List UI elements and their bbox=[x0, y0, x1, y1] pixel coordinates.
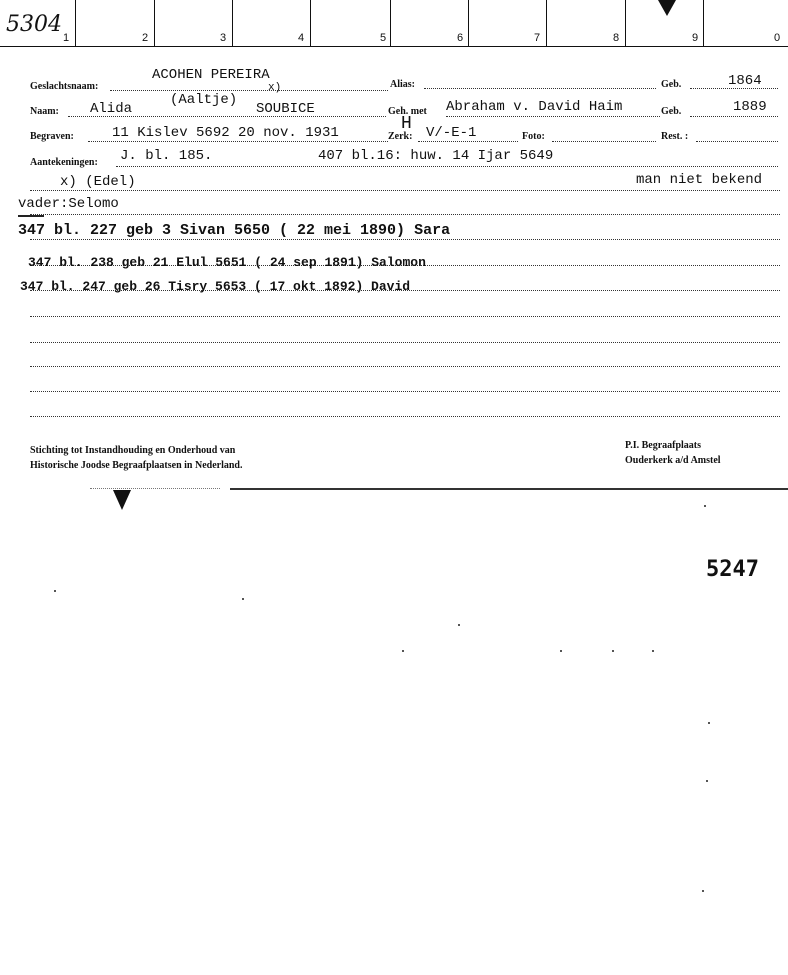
column-number-8: 8 bbox=[613, 32, 620, 44]
column-cell bbox=[310, 0, 311, 46]
notes-dots-7 bbox=[30, 316, 780, 317]
notes-line6: 347 bl. 247 geb 26 Tisry 5653 ( 17 okt 1892) David bbox=[20, 279, 411, 294]
surname-label: Geslachtsnaam: bbox=[30, 81, 99, 92]
column-cell bbox=[390, 0, 391, 46]
column-cell bbox=[703, 0, 704, 46]
scan-speck bbox=[458, 624, 460, 626]
notes-label: Aantekeningen: bbox=[30, 157, 98, 168]
notes-line2-a: x) (Edel) bbox=[60, 174, 136, 190]
column-number-5: 5 bbox=[380, 32, 387, 44]
buried-label: Begraven: bbox=[30, 131, 74, 142]
born-year: 1864 bbox=[728, 73, 762, 89]
column-number-3: 3 bbox=[220, 32, 227, 44]
buried-value: 11 Kislev 5692 20 nov. 1931 bbox=[112, 125, 339, 141]
punch-marker-icon bbox=[113, 490, 131, 510]
married-with-dots bbox=[446, 116, 660, 117]
column-cell bbox=[546, 0, 547, 46]
foto-label: Foto: bbox=[522, 131, 545, 142]
zerk-dots bbox=[418, 141, 518, 142]
married-with-label: Geh. met bbox=[388, 106, 427, 117]
notes-line3: vader:Selomo bbox=[18, 196, 119, 212]
column-cell bbox=[154, 0, 155, 46]
scan-speck bbox=[242, 598, 244, 600]
scan-speck bbox=[54, 590, 56, 592]
scan-speck bbox=[708, 722, 710, 724]
scan-speck bbox=[704, 505, 706, 507]
notes-dots-2 bbox=[30, 190, 780, 191]
card-bottom-edge bbox=[230, 488, 788, 490]
column-cell bbox=[468, 0, 469, 46]
rest-dots bbox=[696, 141, 778, 142]
notes-line4: 347 bl. 227 geb 3 Sivan 5650 ( 22 mei 1890) Sara bbox=[18, 222, 451, 239]
notes-dots-3 bbox=[30, 214, 780, 215]
foundation-name bbox=[30, 443, 243, 473]
column-number-4: 4 bbox=[298, 32, 305, 44]
notes-line5: 347 bl. 238 geb 21 Elul 5651 ( 24 sep 1891) Salomon bbox=[28, 255, 426, 270]
notes-line1-a: J. bl. 185. bbox=[120, 148, 213, 164]
card-number: 5304 bbox=[6, 12, 62, 37]
column-number-0: 0 bbox=[774, 32, 781, 44]
foundation-line2: Historische Joodse Begraafplaatsen in Nederland. bbox=[30, 460, 243, 471]
married-with-value: Abraham v. David Haim bbox=[446, 99, 623, 115]
column-number-7: 7 bbox=[534, 32, 541, 44]
zerk-mark: H bbox=[401, 114, 412, 134]
surname-dots bbox=[110, 90, 388, 91]
column-number-1: 1 bbox=[63, 32, 70, 44]
foto-dots bbox=[552, 141, 656, 142]
scan-speck bbox=[702, 890, 704, 892]
name-label: Naam: bbox=[30, 106, 59, 117]
cemetery-name bbox=[625, 438, 721, 468]
born-label: Geb. bbox=[661, 79, 682, 90]
given-name: Alida bbox=[90, 101, 133, 117]
married-surname: SOUBICE bbox=[256, 101, 315, 117]
zerk-label: Zerk: bbox=[388, 131, 413, 142]
surname-value: ACOHEN PEREIRA bbox=[152, 67, 270, 83]
column-cell bbox=[232, 0, 233, 46]
rest-label: Rest. : bbox=[661, 131, 689, 142]
scan-speck bbox=[560, 650, 562, 652]
punch-marker-icon bbox=[658, 0, 676, 16]
spouse-born-dots bbox=[690, 116, 778, 117]
card-bottom-edge-faint bbox=[90, 488, 220, 490]
cemetery-line2: Ouderkerk a/d Amstel bbox=[625, 455, 721, 466]
column-number-9: 9 bbox=[692, 32, 699, 44]
nickname: (Aaltje) bbox=[170, 92, 238, 108]
notes-dots-11 bbox=[30, 416, 780, 417]
notes-line1-b: 407 bl.16: huw. 14 Ijar 5649 bbox=[318, 148, 554, 164]
notes-dots-8 bbox=[30, 342, 780, 343]
cemetery-line1: P.I. Begraafplaats bbox=[625, 440, 702, 451]
notes-dots-10 bbox=[30, 391, 780, 392]
scan-speck bbox=[402, 650, 404, 652]
scan-speck bbox=[706, 780, 708, 782]
buried-dots bbox=[88, 141, 388, 142]
spouse-born-label: Geb. bbox=[661, 106, 682, 117]
column-cell bbox=[75, 0, 76, 46]
notes-dots bbox=[116, 166, 778, 167]
underline-mark bbox=[18, 215, 44, 217]
surname-note: x) bbox=[268, 82, 282, 94]
alias-dots bbox=[424, 88, 656, 89]
column-number-6: 6 bbox=[457, 32, 464, 44]
foundation-line1: Stichting tot Instandhouding en Onderhoud van bbox=[30, 445, 236, 456]
scan-speck bbox=[652, 650, 654, 652]
alias-label: Alias: bbox=[390, 79, 415, 90]
notes-line2-b: man niet bekend bbox=[636, 172, 763, 188]
scan-speck bbox=[612, 650, 614, 652]
column-number-2: 2 bbox=[142, 32, 149, 44]
zerk-value: V/-E-1 bbox=[426, 125, 477, 141]
page-number: 5247 bbox=[706, 557, 759, 582]
notes-dots-4 bbox=[30, 239, 780, 240]
column-cell bbox=[625, 0, 626, 46]
notes-dots-9 bbox=[30, 366, 780, 367]
spouse-born-year: 1889 bbox=[733, 99, 767, 115]
